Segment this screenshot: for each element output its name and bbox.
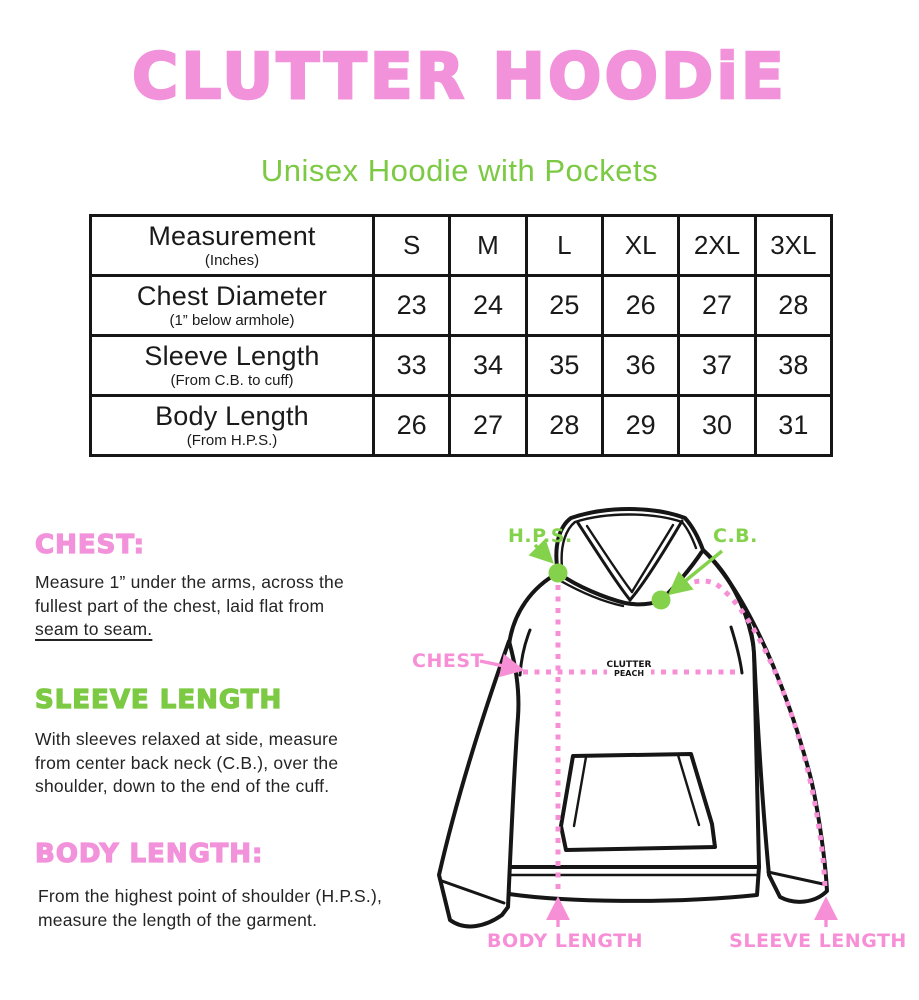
- size-value: 26: [602, 276, 678, 336]
- column-header-3xl: 3XL: [755, 216, 831, 276]
- row-sublabel: (1” below armhole): [169, 311, 295, 329]
- size-value: 30: [679, 396, 755, 456]
- measurement-header-label: Measurement: [148, 221, 316, 252]
- size-value: 35: [526, 336, 602, 396]
- row-sublabel: (From H.P.S.): [186, 431, 278, 449]
- body-text-line2: measure the length of the garment.: [38, 909, 318, 930]
- page-subtitle: Unisex Hoodie with Pockets: [260, 153, 659, 188]
- size-value: 24: [450, 276, 526, 336]
- column-header-xl: XL: [602, 216, 678, 276]
- cb-label: C.B.: [713, 525, 758, 547]
- chest-text-line1: Measure 1” under the arms, across the: [35, 572, 344, 592]
- row-label-cell: [91, 336, 374, 396]
- chest-logo-line1: CLUTTER: [606, 660, 652, 670]
- row-label-cell: [91, 276, 374, 336]
- size-value: 27: [450, 396, 526, 456]
- size-table: [89, 214, 833, 457]
- row-label: Body Length: [155, 401, 309, 432]
- column-header-m: M: [450, 216, 526, 276]
- table-row-body: [91, 396, 832, 456]
- row-label: Chest Diameter: [136, 281, 328, 312]
- chest-text-line3: seam to seam.: [35, 619, 153, 639]
- sleeve-text-line2: from center back neck (C.B.), over the: [35, 752, 339, 773]
- size-value: 37: [679, 336, 755, 396]
- hoodie-hood-outline: [556, 509, 703, 573]
- hps-label: H.P.S.: [508, 525, 573, 547]
- size-value: 25: [526, 276, 602, 336]
- table-header-row: [91, 216, 832, 276]
- sleeve-section-text: [35, 728, 338, 799]
- size-value: 33: [374, 336, 450, 396]
- hps-arrow-icon: [535, 545, 549, 559]
- body-text-line1: From the highest point of shoulder (H.P.S.),: [38, 886, 383, 906]
- row-label-cell: [91, 396, 374, 456]
- row-sublabel: (From C.B. to cuff): [170, 371, 294, 389]
- body-length-label: BODY LENGTH: [486, 930, 644, 952]
- column-header-l: L: [526, 216, 602, 276]
- row-label: Sleeve Length: [144, 341, 320, 372]
- size-value: 28: [526, 396, 602, 456]
- hps-marker-dot: [549, 564, 568, 583]
- sleeve-text-line1: With sleeves relaxed at side, measure: [35, 729, 339, 749]
- size-value: 34: [450, 336, 526, 396]
- body-section-text: [38, 885, 382, 932]
- size-value: 36: [602, 336, 678, 396]
- measurement-header-sub: (Inches): [204, 251, 260, 269]
- sleeve-text-line3: shoulder, down to the end of the cuff.: [35, 776, 330, 796]
- sleeve-section-heading: SLEEVE LENGTH: [35, 685, 283, 715]
- chest-label: CHEST: [412, 650, 484, 672]
- table-row-sleeve: [91, 336, 832, 396]
- cb-marker-dot: [652, 591, 671, 610]
- measurement-header-cell: [91, 216, 374, 276]
- body-section-heading: BODY LENGTH:: [35, 839, 264, 869]
- sleeve-length-label: SLEEVE LENGTH: [729, 930, 907, 952]
- size-value: 27: [679, 276, 755, 336]
- chest-text-line2: fullest part of the chest, laid flat from: [35, 595, 325, 616]
- table-row-chest: [91, 276, 832, 336]
- size-value: 29: [602, 396, 678, 456]
- page-title: CLUTTER HOODiE: [132, 40, 787, 113]
- size-value: 31: [755, 396, 831, 456]
- chest-logo-line2: PEACH: [613, 669, 645, 678]
- chest-section-text: [35, 571, 344, 642]
- size-value: 38: [755, 336, 831, 396]
- size-value: 26: [374, 396, 450, 456]
- column-header-s: S: [374, 216, 450, 276]
- size-value: 23: [374, 276, 450, 336]
- hoodie-waistband: [506, 867, 759, 901]
- hoodie-measurement-diagram: [410, 495, 919, 1000]
- size-value: 28: [755, 276, 831, 336]
- chest-section-heading: CHEST:: [35, 530, 146, 560]
- column-header-2xl: 2XL: [679, 216, 755, 276]
